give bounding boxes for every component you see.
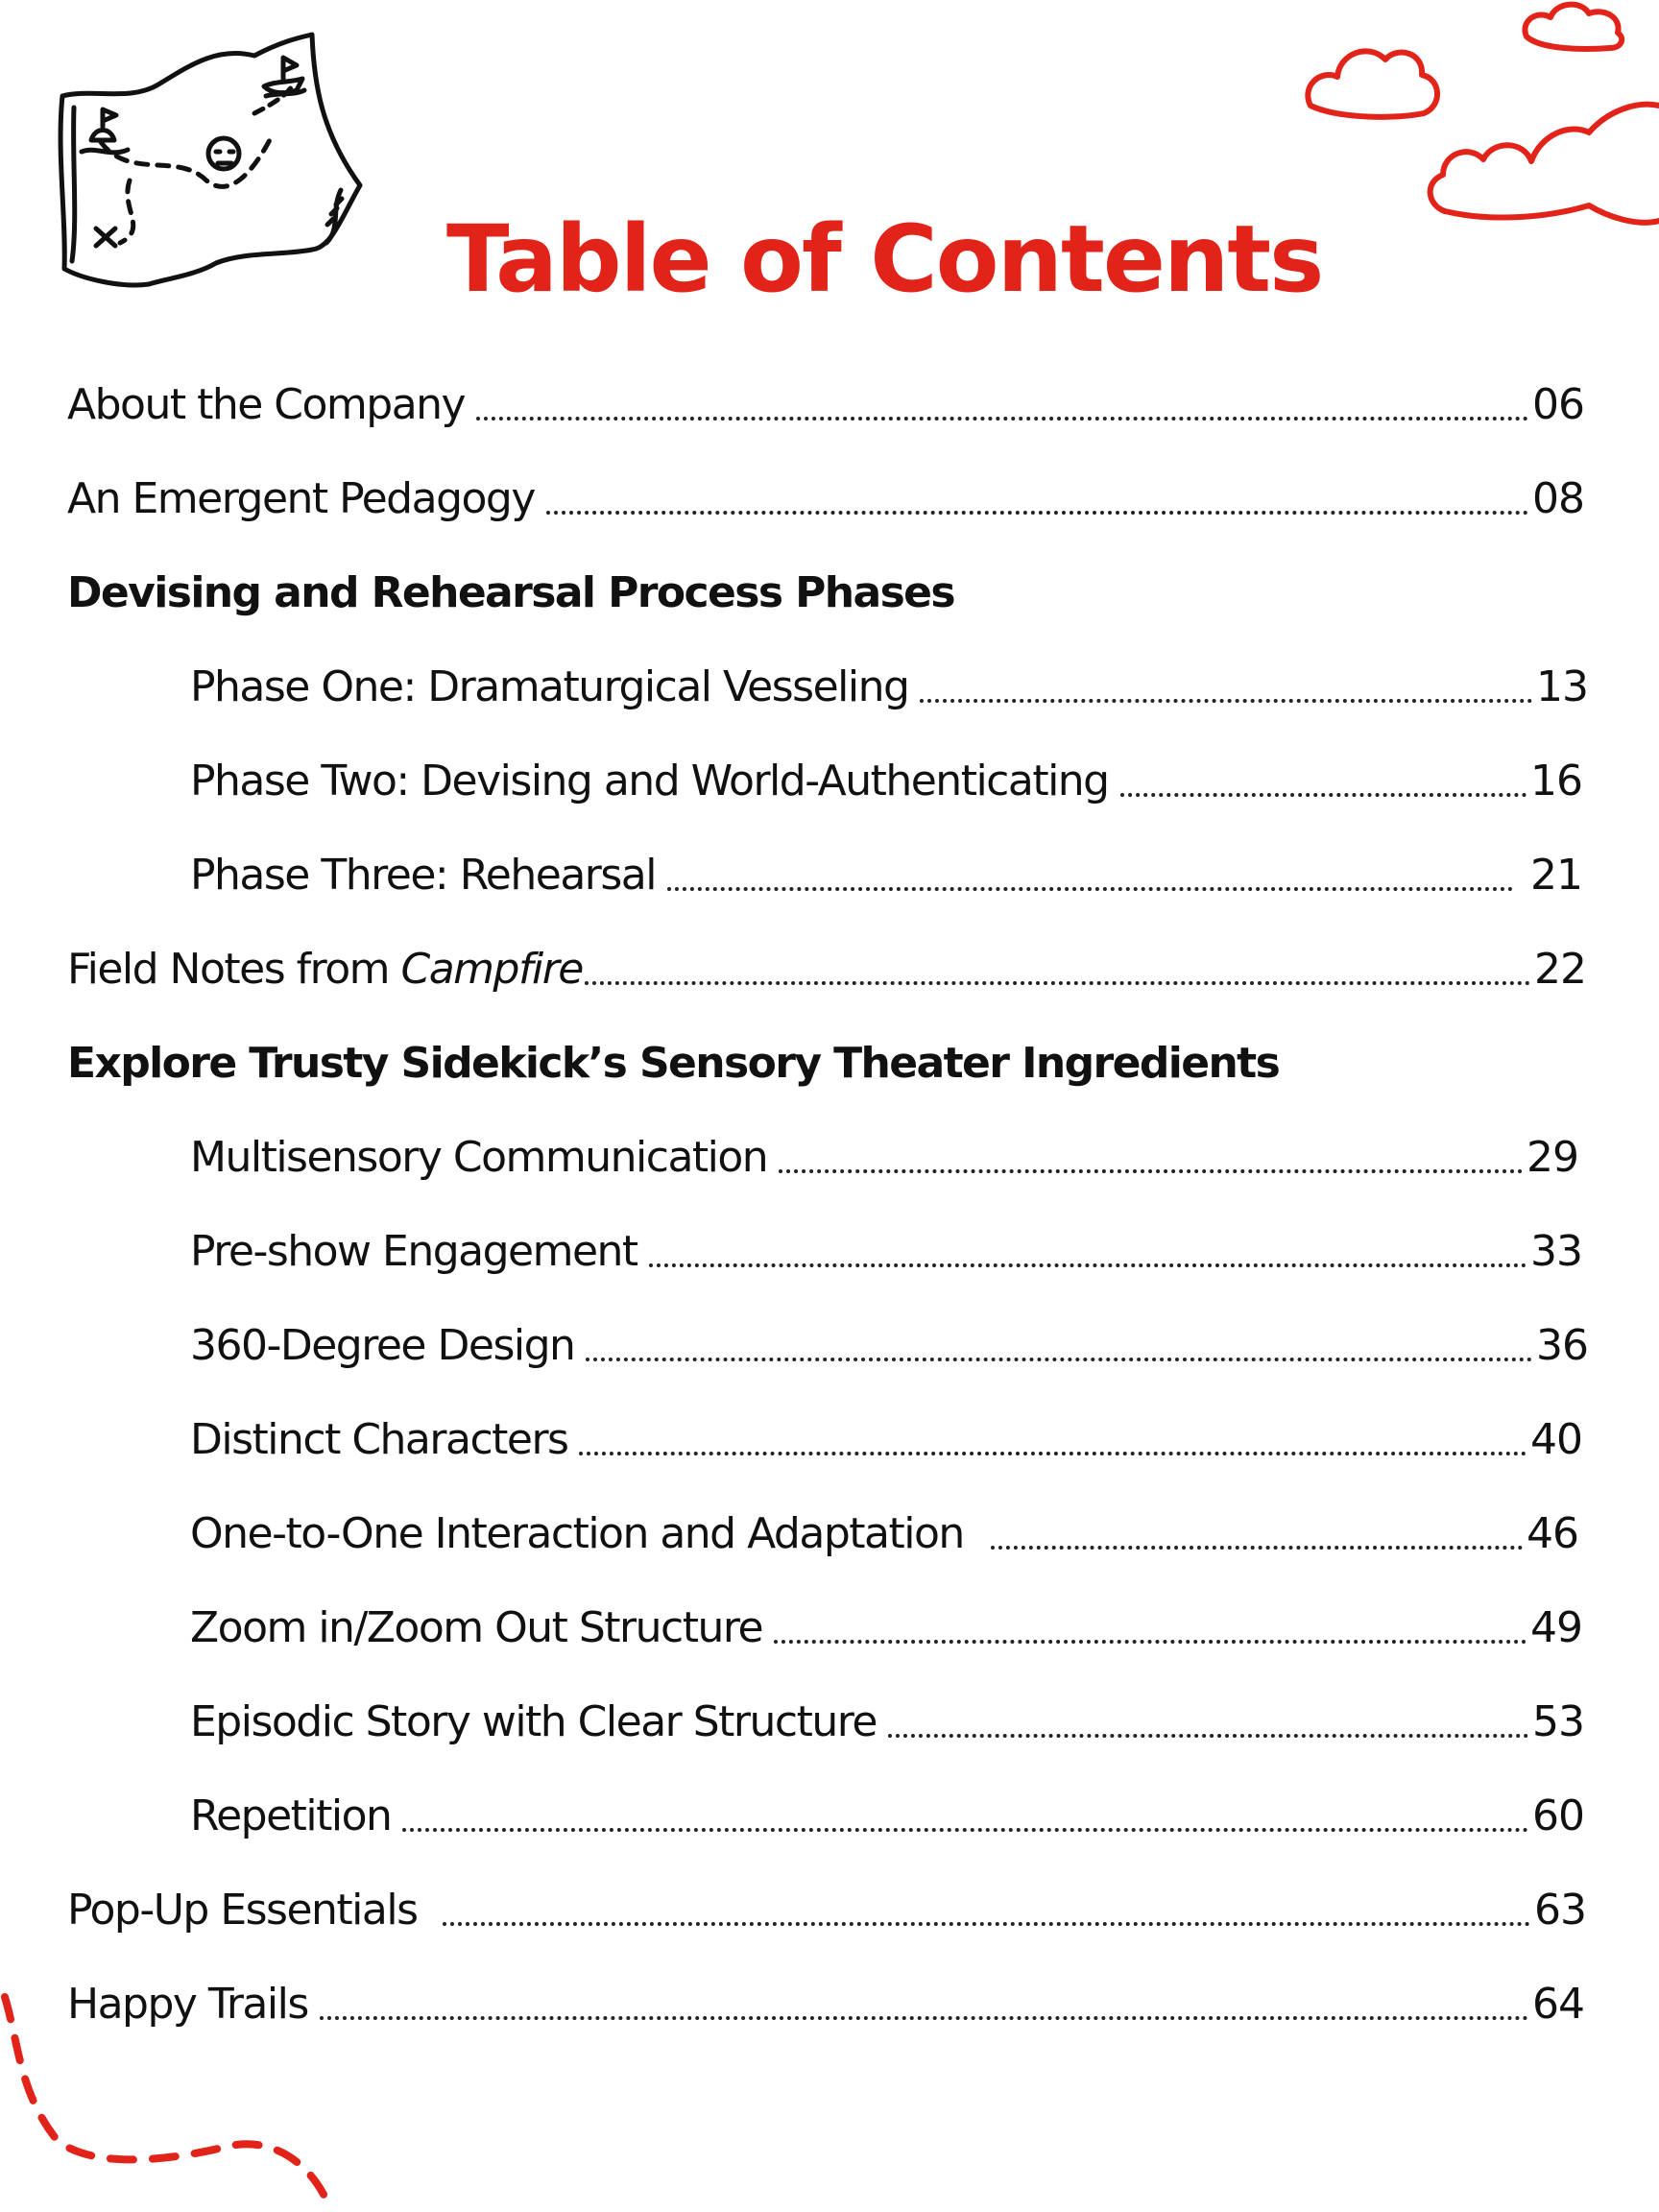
dot-leader — [402, 1828, 1528, 1832]
toc-page-number: 60 — [1532, 1791, 1584, 1840]
toc-entry-title: Phase Two: Devising and World-Authenticating — [190, 757, 1109, 805]
toc-section-heading-devising[interactable] — [67, 565, 1584, 622]
dot-leader — [1120, 793, 1527, 797]
dot-leader — [888, 1734, 1528, 1738]
dot-leader — [991, 1546, 1523, 1550]
toc-entry-about-the-company[interactable] — [67, 376, 1584, 434]
toc-entry-title: Pop-Up Essentials — [67, 1886, 418, 1935]
toc-entry-phase-three[interactable] — [190, 847, 1582, 904]
toc-entry-360-degree[interactable] — [190, 1317, 1588, 1375]
toc-page-number: 16 — [1530, 757, 1582, 805]
dot-leader — [667, 887, 1513, 891]
toc-entry-title: One-to-One Interaction and Adaptation — [190, 1509, 964, 1558]
toc-page-number: 13 — [1536, 662, 1588, 711]
dot-leader — [774, 1640, 1527, 1644]
toc-section-heading-explore[interactable] — [67, 1035, 1584, 1093]
toc-entry-multisensory[interactable] — [190, 1129, 1578, 1187]
toc-entry-pop-up-essentials[interactable] — [67, 1882, 1586, 1939]
dot-leader — [920, 699, 1532, 703]
toc-entry-title: About the Company — [67, 380, 466, 429]
dot-leader — [476, 417, 1528, 421]
toc-entry-field-notes[interactable] — [67, 941, 1586, 998]
dot-leader — [779, 1169, 1523, 1173]
toc-entry-happy-trails[interactable] — [67, 1976, 1584, 2033]
toc-entry-title: Phase One: Dramaturgical Vesseling — [190, 662, 909, 711]
toc-page-number: 36 — [1536, 1321, 1588, 1370]
toc-entry-episodic-story[interactable] — [190, 1694, 1584, 1751]
toc-entry-title: An Emergent Pedagogy — [67, 474, 535, 523]
toc-entry-an-emergent-pedagogy[interactable] — [67, 470, 1584, 528]
toc-entry-title: Multisensory Communication — [190, 1133, 768, 1182]
toc-section-heading: Explore Trusty Sidekick’s Sensory Theater Ingredients — [67, 1039, 1280, 1088]
toc-entry-repetition[interactable] — [190, 1788, 1584, 1845]
dot-leader — [579, 1452, 1527, 1455]
toc-page-number: 63 — [1534, 1886, 1586, 1935]
toc-page-number: 46 — [1527, 1509, 1578, 1558]
toc-entry-title: Repetition — [190, 1791, 392, 1840]
toc-section-heading: Devising and Rehearsal Process Phases — [67, 568, 955, 617]
toc-page-number: 64 — [1532, 1980, 1584, 2029]
dot-leader — [546, 511, 1528, 515]
toc-page-number: 49 — [1530, 1603, 1582, 1652]
toc-entry-title: Phase Three: Rehearsal — [190, 851, 656, 900]
toc-page-number: 21 — [1530, 851, 1582, 900]
toc-entry-title-roman: Field Notes from — [67, 945, 401, 994]
toc-entry-title — [67, 941, 583, 998]
toc-entry-phase-one[interactable] — [190, 659, 1588, 716]
toc-entry-title: Episodic Story with Clear Structure — [190, 1697, 877, 1746]
page-title: Table of Contents — [446, 205, 1323, 313]
dot-leader — [586, 1358, 1532, 1361]
toc-entry-zoom[interactable] — [190, 1599, 1582, 1657]
toc-entry-pre-show[interactable] — [190, 1223, 1582, 1281]
toc-entry-title: Zoom in/Zoom Out Structure — [190, 1603, 763, 1652]
dot-leader — [585, 981, 1530, 985]
dot-leader — [649, 1263, 1527, 1267]
dot-leader — [443, 1922, 1530, 1926]
toc-page-number: 40 — [1530, 1415, 1582, 1464]
toc-page-number: 22 — [1534, 945, 1586, 994]
toc-page-number: 06 — [1532, 380, 1584, 429]
toc-entry-one-to-one[interactable] — [190, 1505, 1578, 1563]
toc-entry-title: Happy Trails — [67, 1980, 308, 2029]
toc-page-number: 53 — [1532, 1697, 1584, 1746]
toc-page-number: 08 — [1532, 474, 1584, 523]
toc-entry-title: 360-Degree Design — [190, 1321, 575, 1370]
toc-entry-distinct-characters[interactable] — [190, 1411, 1582, 1469]
toc-page-number: 33 — [1530, 1227, 1582, 1276]
toc-page-number: 29 — [1527, 1133, 1578, 1182]
toc-entry-title-italic: Campfire — [400, 945, 583, 994]
dot-leader — [320, 2016, 1528, 2020]
toc-entry-title: Pre-show Engagement — [190, 1227, 637, 1276]
toc-entry-phase-two[interactable] — [190, 753, 1582, 810]
toc-entry-title: Distinct Characters — [190, 1415, 568, 1464]
